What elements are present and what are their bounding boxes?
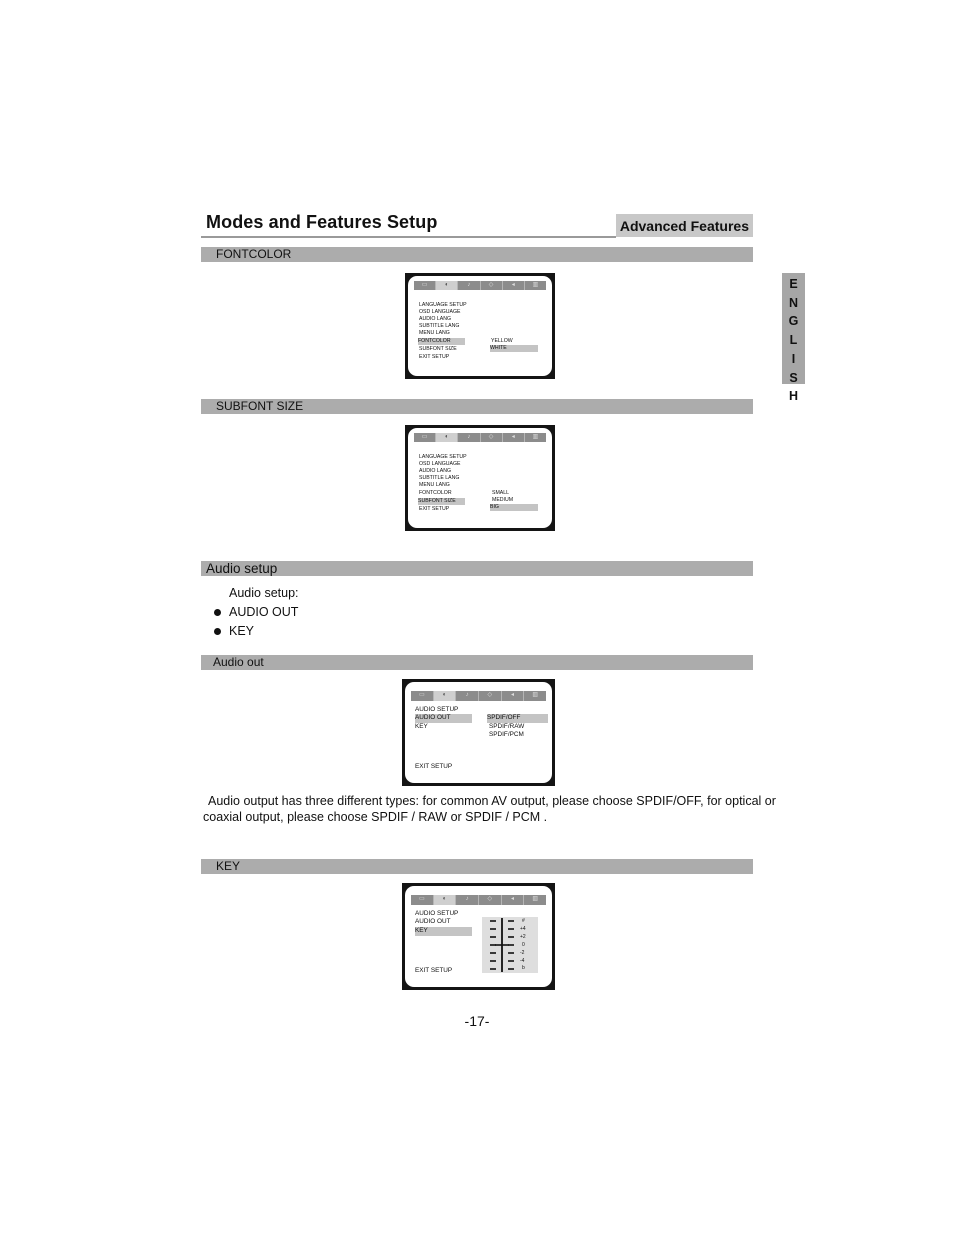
tab-audio-icon: ♪ bbox=[458, 281, 480, 290]
osd-option-selected: WHITE bbox=[490, 345, 538, 352]
osd-menu-item: EXIT SETUP bbox=[419, 506, 450, 512]
osd-menu-item: OSD LANGUAGE bbox=[419, 461, 461, 467]
osd-option: SMALL bbox=[492, 490, 510, 496]
osd-menu-item: SUBTITLE LANG bbox=[419, 323, 460, 329]
osd-menu-item: SUBFONT SIZE bbox=[419, 346, 457, 352]
osd-menu-item: AUDIO OUT bbox=[415, 918, 451, 925]
tab-video-icon: ◇ bbox=[479, 895, 502, 905]
section-heading: KEY bbox=[216, 859, 241, 873]
language-side-tab bbox=[782, 273, 805, 404]
tab-language-icon: ◐ bbox=[434, 691, 457, 701]
tab-audio-icon: ♪ bbox=[456, 895, 479, 905]
side-letter: H bbox=[788, 389, 799, 404]
osd-screen-audio-out bbox=[402, 679, 555, 786]
tab-video-icon: ◇ bbox=[481, 433, 503, 442]
osd-menu-item: MENU LANG bbox=[419, 482, 450, 488]
osd-display bbox=[405, 886, 552, 987]
osd-menu-item: LANGUAGE SETUP bbox=[419, 302, 467, 308]
osd-display bbox=[408, 428, 552, 528]
osd-menu-item: EXIT SETUP bbox=[415, 967, 453, 974]
tab-language-icon: ◐ bbox=[436, 433, 458, 442]
osd-menu-item: SUBTITLE LANG bbox=[419, 475, 460, 481]
osd-menu-item: MENU LANG bbox=[419, 330, 450, 336]
section-badge-label: Advanced Features bbox=[619, 218, 749, 234]
key-scale-label: -2 bbox=[520, 950, 525, 956]
osd-tab-bar bbox=[414, 433, 546, 442]
side-letter: G bbox=[788, 314, 799, 329]
tab-language-icon: ◐ bbox=[436, 281, 458, 290]
section-bar-audio-out bbox=[201, 655, 753, 670]
section-heading: Audio out bbox=[213, 655, 264, 669]
osd-screen-subfont-size bbox=[405, 425, 555, 531]
osd-menu-item: EXIT SETUP bbox=[419, 354, 450, 360]
tab-speaker-icon: ◂ bbox=[503, 281, 525, 290]
section-bar-key bbox=[201, 859, 753, 874]
osd-menu-item: AUDIO LANG bbox=[419, 316, 451, 322]
osd-menu-item: AUDIO SETUP bbox=[415, 910, 459, 917]
section-heading: FONTCOLOR bbox=[216, 247, 292, 261]
tab-preference-icon: ▥ bbox=[532, 692, 539, 698]
section-badge bbox=[616, 214, 753, 237]
key-scale-label: # bbox=[522, 918, 525, 924]
tab-speaker-icon: ◂ bbox=[502, 895, 525, 905]
osd-menu-item-selected: FONTCOLOR bbox=[418, 338, 465, 345]
osd-menu-item: FONTCOLOR bbox=[419, 490, 452, 496]
tab-preference-icon: ▥ bbox=[532, 896, 539, 902]
tab-language-icon: ◐ bbox=[434, 895, 457, 905]
osd-tab-bar bbox=[411, 691, 546, 701]
key-scale-label: +4 bbox=[520, 926, 526, 932]
page-number: -17- bbox=[464, 1013, 490, 1029]
audio-setup-label: Audio setup: bbox=[229, 586, 299, 600]
osd-display bbox=[408, 276, 552, 376]
section-bar-fontcolor bbox=[201, 247, 753, 262]
osd-screen-fontcolor bbox=[405, 273, 555, 379]
osd-menu-item: LANGUAGE SETUP bbox=[419, 454, 467, 460]
bullet-key: KEY bbox=[229, 624, 255, 638]
osd-menu-item: AUDIO SETUP bbox=[415, 706, 459, 713]
section-bar-audio-setup bbox=[201, 561, 753, 576]
bullet-audio-out: AUDIO OUT bbox=[229, 605, 299, 619]
tab-preference-icon: ▥ bbox=[532, 434, 539, 440]
tab-general-icon: ▭ bbox=[414, 433, 436, 442]
tab-audio-icon: ♪ bbox=[458, 433, 480, 442]
tab-speaker-icon: ◂ bbox=[503, 433, 525, 442]
key-scale-label: 0 bbox=[522, 942, 525, 948]
osd-option-selected: SPDIF/OFF bbox=[487, 714, 548, 723]
osd-display bbox=[405, 682, 552, 783]
key-scale-label: b bbox=[522, 965, 525, 971]
side-letter: S bbox=[789, 370, 798, 385]
osd-tab-bar bbox=[414, 281, 546, 290]
audio-out-description-line2: coaxial output, please choose SPDIF / RAW or SPDIF / PCM . bbox=[203, 810, 548, 824]
tab-audio-icon: ♪ bbox=[456, 691, 479, 701]
section-heading: Audio setup bbox=[206, 561, 278, 576]
osd-tab-bar bbox=[411, 895, 546, 905]
bullet-dot bbox=[214, 628, 221, 635]
tab-general-icon: ▭ bbox=[414, 281, 436, 290]
bullet-dot bbox=[214, 609, 221, 616]
key-slider[interactable] bbox=[482, 917, 538, 973]
page-title: Modes and Features Setup bbox=[206, 212, 438, 232]
key-slider-panel bbox=[482, 917, 538, 973]
osd-option: MEDIUM bbox=[492, 497, 514, 503]
tab-general-icon: ▭ bbox=[411, 691, 434, 701]
section-bar-subfont-size bbox=[201, 399, 753, 414]
tab-speaker-icon: ◂ bbox=[502, 691, 525, 701]
tab-video-icon: ◇ bbox=[479, 691, 502, 701]
osd-menu-item-selected: KEY bbox=[415, 927, 472, 936]
tab-general-icon: ▭ bbox=[411, 895, 434, 905]
osd-option: SPDIF/PCM bbox=[489, 731, 524, 738]
tab-video-icon: ◇ bbox=[481, 281, 503, 290]
osd-option: YELLOW bbox=[491, 338, 513, 344]
side-letter: L bbox=[789, 333, 798, 348]
key-scale-label: -4 bbox=[520, 958, 525, 964]
osd-menu-item-selected: AUDIO OUT bbox=[415, 714, 472, 723]
side-letter: I bbox=[791, 351, 796, 366]
osd-menu-item: AUDIO LANG bbox=[419, 468, 451, 474]
audio-out-description-line1: Audio output has three different types: for common AV output, please choose SPDIF/OFF, for optical or bbox=[208, 794, 776, 808]
osd-menu-item-selected: SUBFONT SIZE bbox=[418, 498, 465, 505]
osd-option: SPDIF/RAW bbox=[489, 723, 525, 730]
osd-option-selected: BIG bbox=[490, 504, 538, 511]
side-letter: N bbox=[788, 295, 799, 310]
tab-preference-icon: ▥ bbox=[532, 282, 539, 288]
section-heading: SUBFONT SIZE bbox=[216, 399, 304, 413]
title-rule bbox=[201, 236, 616, 238]
side-letter: E bbox=[789, 277, 798, 291]
osd-menu-item: OSD LANGUAGE bbox=[419, 309, 461, 315]
key-scale-label: +2 bbox=[520, 934, 526, 940]
osd-menu-item: EXIT SETUP bbox=[415, 763, 453, 770]
osd-menu-item: KEY bbox=[415, 723, 428, 730]
osd-screen-key bbox=[402, 883, 555, 990]
